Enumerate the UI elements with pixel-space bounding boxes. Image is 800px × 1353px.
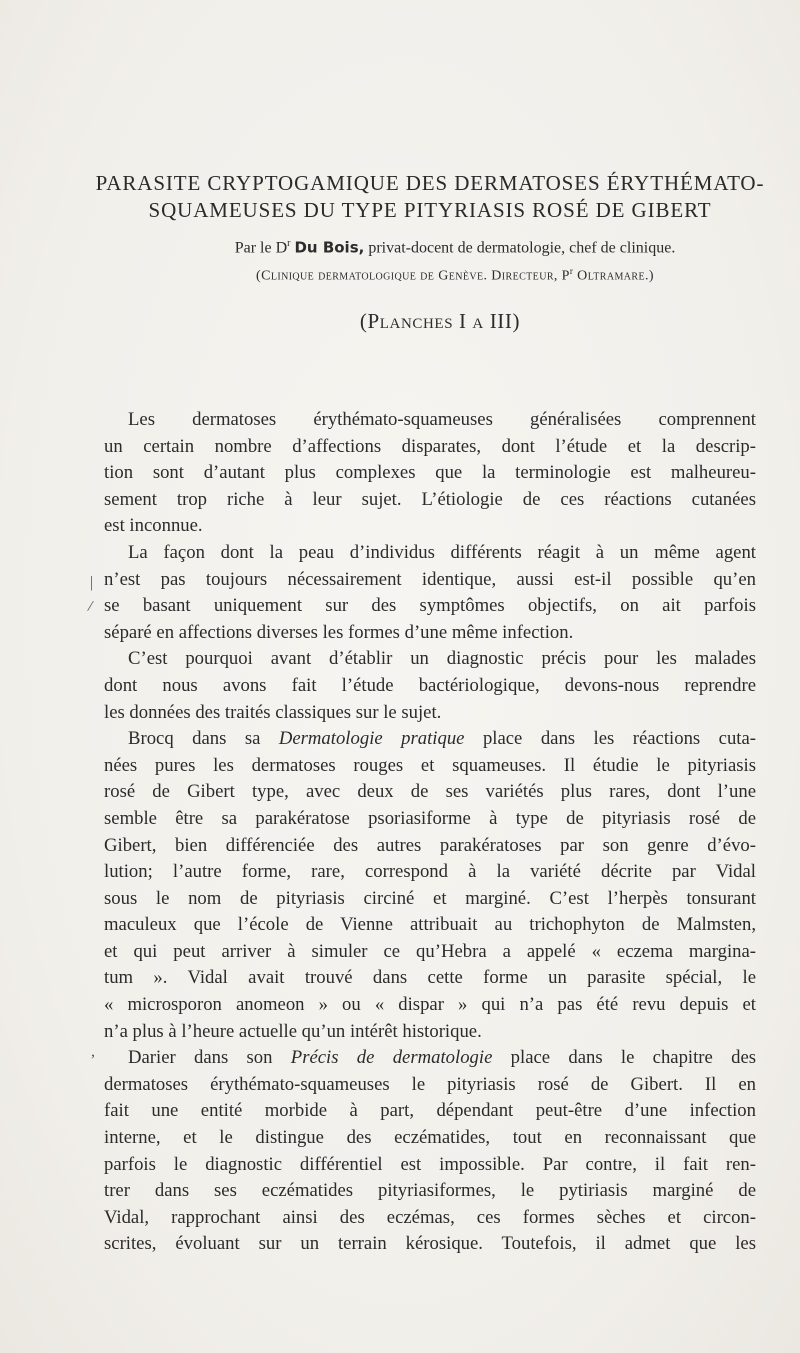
body-line: se basant uniquement sur des symptômes objectifs, on ait parfois [104,595,756,617]
body-line: sement trop riche à leur sujet. L’étiologie de ces réactions cutanées [104,488,756,510]
body-line: Vidal, rapprochant ainsi des eczémas, ces formes sèches et circon- [104,1206,756,1228]
article-body [104,407,756,1258]
author-prefix-superscript: r [287,238,291,249]
body-line: est inconnue. [104,515,203,537]
body-line: trer dans ses eczématides pityriasiformes, le pytiriasis marginé de [104,1180,756,1202]
margin-pencil-mark: , [91,1043,95,1060]
body-line: « microsporon anomeon » ou « dispar » qui n’a pas été revu depuis et [104,994,756,1016]
clinic-close-paren: ) [648,268,654,284]
author-line [110,233,800,259]
body-line: n’a plus à l’heure actuelle qu’un intérêt historique. [104,1020,482,1042]
clinic-name: Clinique dermatologique de Genève. Directeur, P [261,268,570,284]
body-line: sous le nom de pityriasis circiné et marginé. C’est l’herpès tonsurant [104,887,756,909]
clinic-superscript: r [569,266,574,276]
margin-pencil-mark: | [90,574,94,591]
author-name: Du Bois, [294,238,365,257]
body-line: et qui peut arriver à simuler ce qu’Hebra a appelé « eczema margina- [104,940,756,962]
body-line: les données des traités classiques sur le sujet. [104,701,442,723]
body-line: semble être sa parakératose psoriasiforme à type de pityriasis rosé de [104,807,756,829]
body-line: fait une entité morbide à part, dépendant peut-être d’une infection [104,1100,756,1122]
body-line: n’est pas toujours nécessairement identique, aussi est-il possible qu’en [104,568,756,590]
article-title-line-1: PARASITE CRYPTOGAMIQUE DES DERMATOSES ÉRYTHÉMATO- [95,171,765,195]
darier-suffix: place dans le chapitre des [510,1047,757,1069]
body-line-brocq [104,726,756,753]
body-line: Gibert, bien différenciée des autres parakératoses par son genre d’évo- [104,834,756,856]
body-line: maculeux que l’école de Vienne attribuait au trichophyton de Malmsten, [104,914,756,936]
author-prefix: Par le D [234,239,288,257]
body-line: dont nous avons fait l’étude bactériologique, devons-nous reprendre [104,674,756,696]
body-line: interne, et le distingue des eczématides, tout en reconnaissant que [104,1127,756,1149]
body-line: scrites, évoluant sur un terrain kérosique. Toutefois, il admet que les [104,1233,756,1255]
darier-prefix: Darier dans son [128,1047,291,1069]
clinic-line [110,261,800,287]
body-line: C’est pourquoi avant d’établir un diagnostic précis pour les malades [128,648,756,670]
brocq-book-title: Dermatologie pratique [278,728,465,750]
body-line: un certain nombre d’affections disparates, dont l’étude et la descrip- [104,435,756,457]
body-line: tum ». Vidal avait trouvé dans cette forme un parasite spécial, le [104,967,756,989]
body-line: nées pures les dermatoses rouges et squameuses. Il étudie le pityriasis [104,754,756,776]
clinic-open-paren: ( [256,268,262,284]
darier-book-title: Précis de dermatologie [290,1047,493,1069]
article-title-line-2: SQUAMEUSES DU TYPE PITYRIASIS ROSÉ DE GIBERT [148,198,712,222]
author-affiliation: privat-docent de dermatologie, chef de clinique. [364,239,676,257]
body-line: parfois le diagnostic différentiel est impossible. Par contre, il fait ren- [104,1153,756,1175]
brocq-suffix: place dans les réactions cuta- [482,728,757,750]
body-line-darier [104,1045,756,1072]
body-line: séparé en affections diverses les formes d’une même infection. [104,621,574,643]
body-line: dermatoses érythémato-squameuses le pityriasis rosé de Gibert. Il en [104,1073,756,1095]
brocq-prefix: Brocq dans sa [128,728,279,750]
body-line: La façon dont la peau d’individus différents réagit à un même agent [128,541,756,563]
body-line: rosé de Gibert type, avec deux de ses variétés plus rares, dont l’une [104,781,756,803]
margin-pencil-mark: / [86,597,95,616]
clinic-director: Oltramare. [573,268,649,284]
body-line: Les dermatoses érythémato-squameuses généralisées comprennent [128,409,756,430]
body-line: tion sont d’autant plus complexes que la terminologie est malheureu- [104,462,756,484]
body-line: lution; l’autre forme, rare, correspond à la variété décrite par Vidal [104,861,756,883]
plates-reference: (Planches I a III) [359,309,521,333]
